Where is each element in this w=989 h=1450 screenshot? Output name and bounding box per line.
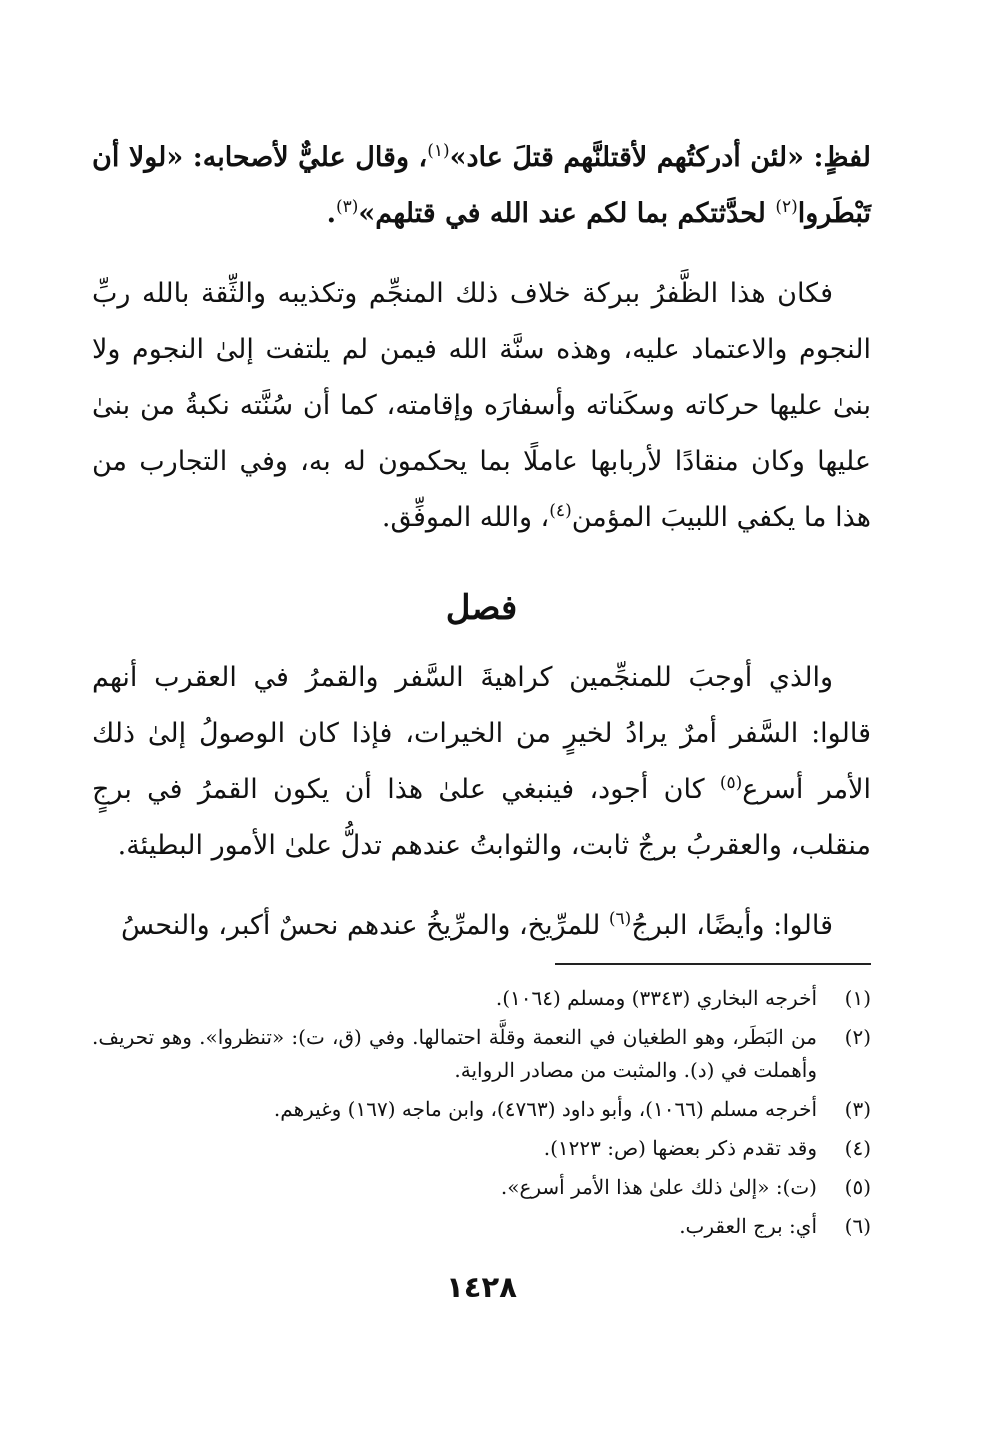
footnote-1: [92, 982, 871, 1015]
paragraph-4-text-a: قالوا: وأيضًا، البرجُ: [631, 910, 833, 941]
paragraph-2: [92, 266, 871, 546]
footnote-5: [92, 1171, 871, 1204]
footnote-text: أخرجه مسلم (١٠٦٦)، وأبو داود (٤٧٦٣)، وابن ماجه (١٦٧) وغيرهم.: [273, 1097, 817, 1121]
footnote-number: (٣): [844, 1097, 871, 1121]
footnote-number: (٦): [844, 1214, 871, 1238]
footnote-ref-6[interactable]: (٦): [608, 909, 632, 929]
paragraph-2-text-b: ، والله الموفِّق.: [381, 502, 550, 533]
footnote-number: (٥): [844, 1175, 871, 1199]
footnote-separator: [555, 963, 871, 965]
footnote-text: (ت): «إلىٰ ذلك علىٰ هذا الأمر أسرع».: [500, 1175, 817, 1199]
paragraph-4: [92, 898, 871, 954]
footnote-ref-3[interactable]: (٣): [336, 197, 359, 217]
footnote-number: (٤): [844, 1136, 871, 1160]
footnote-text: من البَطَر، وهو الطغيان في النعمة وقلَّة احتمالها. وفي (ق، ت): «تنظروا». وهو تحريف. وأهملت في (د). والمثبت من مصادر الرواية.: [92, 1025, 817, 1082]
paragraph-1: [92, 130, 871, 242]
footnote-ref-4[interactable]: (٤): [549, 501, 572, 521]
footnote-text: أي: برج العقرب.: [679, 1214, 817, 1238]
footnotes: [92, 982, 871, 1249]
footnote-4: [92, 1132, 871, 1165]
paragraph-3-text-a: والذي أوجبَ للمنجِّمين كراهيةَ السَّفر والقمرُ في العقرب أنهم قالوا: السَّفر أمرٌ يرادُ لخيرٍ من الخيرات، فإذا كان الوصولُ إلىٰ ذلك الأمر أسرع: [92, 662, 871, 805]
page-body: [92, 130, 871, 1450]
paragraph-3-text-b: كان أجود، فينبغي علىٰ هذا أن يكون القمرُ في برجٍ منقلب، والعقربُ برجٌ ثابت، والثوابتُ عندهم تدلُّ علىٰ الأمور البطيئة.: [92, 774, 871, 861]
paragraph-gap: [92, 874, 871, 898]
footnote-ref-1[interactable]: (١): [427, 141, 450, 161]
footnote-ref-2[interactable]: (٢): [775, 197, 798, 217]
page-number: ١٤٢٨: [446, 1270, 517, 1304]
footnote-text: أخرجه البخاري (٣٣٤٣) ومسلم (١٠٦٤).: [495, 986, 817, 1010]
section-title: فصل: [445, 588, 518, 628]
footnote-number: (١): [844, 986, 871, 1010]
paragraph-gap: [92, 242, 871, 266]
paragraph-4-text-b: للمرِّيخ، والمرِّيخُ عندهم نحسٌ أكبر، والنحسُ: [120, 910, 609, 941]
footnote-2: [92, 1021, 871, 1087]
footnote-text: وقد تقدم ذكر بعضها (ص: ١٢٢٣).: [543, 1136, 817, 1160]
footnote-ref-5[interactable]: (٥): [719, 773, 743, 793]
paragraph-1-text-d: .: [326, 198, 336, 229]
paragraph-1-text-a: لفظٍ: «لئن أدركتُهم لأقتلنَّهم قتلَ عاد»: [449, 142, 871, 173]
paragraph-1-text-b: ، وقال عليٌّ لأصحابه: «لولا أن تَبْطَروا: [92, 142, 871, 229]
paragraph-1-text-c: لحدَّثتكم بما لكم عند الله في قتلهم»: [358, 198, 776, 229]
footnote-number: (٢): [844, 1025, 871, 1049]
paragraph-2-text-a: فكان هذا الظَّفرُ ببركة خلاف ذلك المنجِّم وتكذيبه والثِّقة بالله ربِّ النجوم والاعتماد عليه، وهذه سنَّة الله فيمن لم يلتفت إلىٰ النجوم ولا بنىٰ عليها حركاته وسكَناته وأسفارَه وإقامته، كما أن سُنَّته نكبةُ من بنىٰ عليها وكان منقادًا لأربابها عاملًا بما يحكمون له به، وفي التجارب من هذا ما يكفي اللبيبَ المؤمن: [92, 278, 871, 533]
footnote-3: [92, 1093, 871, 1126]
footnote-6: [92, 1210, 871, 1243]
paragraph-3: [92, 650, 871, 874]
